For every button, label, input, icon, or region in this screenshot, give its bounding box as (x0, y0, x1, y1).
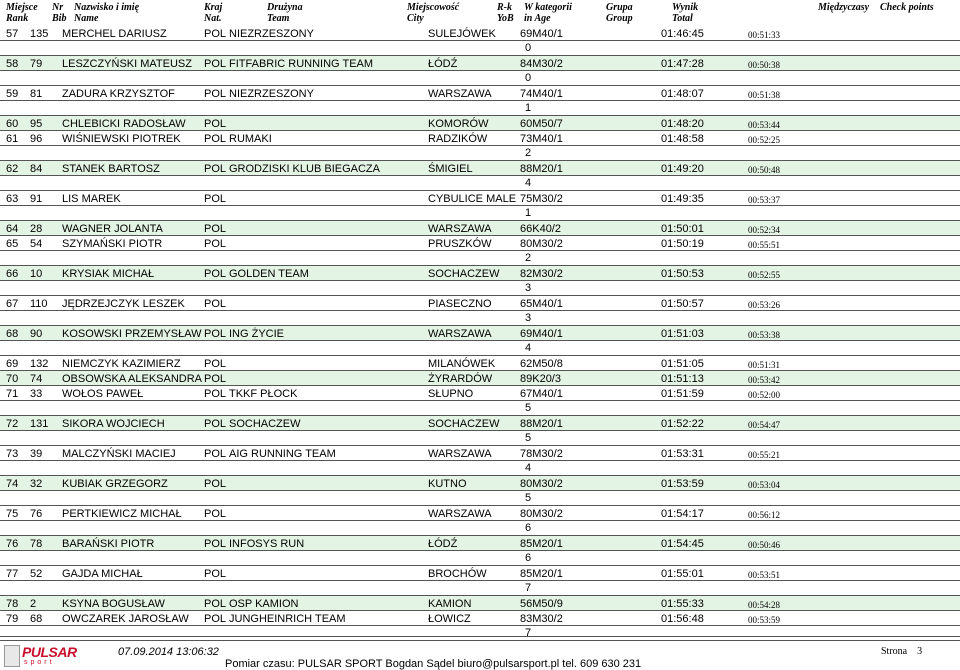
time-cell: 01:48:58 (661, 133, 704, 145)
city-cell: ŁOWICZ (428, 613, 471, 625)
nat-cell: POL (204, 448, 227, 460)
bib-cell: 28 (30, 223, 43, 235)
split-cell: 00:53:04 (748, 480, 781, 490)
table-row (0, 56, 960, 86)
bib-cell: 81 (30, 88, 43, 100)
table-row (0, 26, 960, 56)
split-cell: 00:53:44 (748, 120, 781, 130)
time-cell: 01:51:13 (661, 373, 704, 385)
split-cell: 00:54:47 (748, 420, 781, 430)
team-cell: ING ŻYCIE (229, 328, 285, 340)
time-cell: 01:48:20 (661, 118, 704, 130)
team-cell: TKKF PŁOCK (229, 388, 298, 400)
category-rank-cell: 1 (525, 102, 532, 114)
category-rank-cell: 2 (525, 147, 532, 159)
split-cell: 00:51:38 (748, 90, 781, 100)
split-cell: 00:53:26 (748, 300, 781, 310)
time-cell: 01:51:05 (661, 358, 704, 370)
time-cell: 01:50:53 (661, 268, 704, 280)
row-divider (0, 400, 960, 401)
category-rank-cell: 3 (525, 312, 532, 324)
time-cell: 01:50:57 (661, 298, 704, 310)
header-yob: R-k YoB (497, 2, 514, 24)
table-row (0, 131, 960, 161)
rank-cell: 58 (6, 58, 19, 70)
category-rank-cell: 7 (525, 582, 532, 594)
row-divider (0, 580, 960, 581)
rank-cell: 61 (6, 133, 19, 145)
category-rank-cell: 5 (525, 492, 532, 504)
name-cell: WOŁOS PAWEŁ (62, 388, 144, 400)
nat-cell: POL (204, 613, 227, 625)
time-cell: 01:52:22 (661, 418, 704, 430)
name-cell: MALCZYŃSKI MACIEJ (62, 448, 176, 460)
category-cell: 74M40/1 (520, 88, 563, 100)
rank-cell: 57 (6, 28, 19, 40)
name-cell: OBSOWSKA ALEKSANDRA (62, 373, 202, 385)
split-cell: 00:50:38 (748, 60, 781, 70)
name-cell: WAGNER JOLANTA (62, 223, 163, 235)
table-row (0, 266, 960, 296)
city-cell: MILANÓWEK (428, 358, 496, 370)
team-cell: RUMAKI (229, 133, 272, 145)
table-header (0, 0, 960, 26)
row-divider (0, 625, 960, 626)
nat-cell: POL (204, 328, 227, 340)
bib-cell: 95 (30, 118, 43, 130)
category-cell: 69M40/1 (520, 328, 563, 340)
header-team: Drużyna Team (267, 2, 303, 24)
team-cell: JUNGHEINRICH TEAM (229, 613, 346, 625)
city-cell: WARSZAWA (428, 223, 492, 235)
results-table (0, 26, 960, 641)
time-cell: 01:55:01 (661, 568, 704, 580)
name-cell: JĘDRZEJCZYK LESZEK (62, 298, 185, 310)
nat-cell: POL (204, 28, 227, 40)
nat-cell: POL (204, 538, 227, 550)
city-cell: SOCHACZEW (428, 418, 500, 430)
time-cell: 01:51:59 (661, 388, 704, 400)
table-row (0, 191, 960, 221)
nat-cell: POL (204, 118, 227, 130)
table-row (0, 296, 960, 326)
time-cell: 01:50:19 (661, 238, 704, 250)
split-cell: 00:52:25 (748, 135, 781, 145)
row-divider (0, 175, 960, 176)
category-cell: 85M20/1 (520, 568, 563, 580)
bib-cell: 135 (30, 28, 49, 40)
logo-mark-icon (4, 645, 20, 667)
rank-cell: 66 (6, 268, 19, 280)
rank-cell: 68 (6, 328, 19, 340)
city-cell: PIASECZNO (428, 298, 492, 310)
time-cell: 01:51:03 (661, 328, 704, 340)
category-cell: 80M30/2 (520, 508, 563, 520)
name-cell: LESZCZYŃSKI MATEUSZ (62, 58, 192, 70)
header-name: Nazwisko i imię Name (74, 2, 140, 24)
row-divider (0, 280, 960, 281)
city-cell: WARSZAWA (428, 328, 492, 340)
bib-cell: 131 (30, 418, 49, 430)
bib-cell: 96 (30, 133, 43, 145)
table-row (0, 386, 960, 416)
rank-cell: 62 (6, 163, 19, 175)
bib-cell: 132 (30, 358, 49, 370)
time-cell: 01:56:48 (661, 613, 704, 625)
name-cell: KSYNA BOGUSŁAW (62, 598, 165, 610)
table-row (0, 596, 960, 611)
nat-cell: POL (204, 373, 227, 385)
category-rank-cell: 2 (525, 252, 532, 264)
split-cell: 00:51:33 (748, 30, 781, 40)
city-cell: ŚMIGIEL (428, 163, 473, 175)
header-nat: Kraj Nat. (204, 2, 223, 24)
name-cell: CHLEBICKI RADOSŁAW (62, 118, 186, 130)
team-cell: NIEZRZESZONY (229, 28, 314, 40)
header-place: Miejsce Rank (6, 2, 38, 24)
city-cell: WARSZAWA (428, 88, 492, 100)
city-cell: WARSZAWA (428, 448, 492, 460)
bib-cell: 74 (30, 373, 43, 385)
split-cell: 00:52:34 (748, 225, 781, 235)
row-divider (0, 460, 960, 461)
category-cell: 88M20/1 (520, 418, 563, 430)
city-cell: BROCHÓW (428, 568, 487, 580)
name-cell: KUBIAK GRZEGORZ (62, 478, 168, 490)
rank-cell: 78 (6, 598, 19, 610)
split-cell: 00:54:28 (748, 600, 781, 610)
nat-cell: POL (204, 598, 227, 610)
bib-cell: 39 (30, 448, 43, 460)
bib-cell: 54 (30, 238, 43, 250)
team-cell: FITFABRIC RUNNING TEAM (229, 58, 374, 70)
name-cell: KRYSIAK MICHAŁ (62, 268, 155, 280)
city-cell: SULEJÓWEK (428, 28, 496, 40)
bib-cell: 68 (30, 613, 43, 625)
split-cell: 00:53:59 (748, 615, 781, 625)
bib-cell: 33 (30, 388, 43, 400)
name-cell: SZYMAŃSKI PIOTR (62, 238, 163, 250)
city-cell: KUTNO (428, 478, 467, 490)
city-cell: RADZIKÓW (428, 133, 488, 145)
category-cell: 82M30/2 (520, 268, 563, 280)
bib-cell: 110 (30, 298, 48, 310)
rank-cell: 76 (6, 538, 19, 550)
city-cell: SOCHACZEW (428, 268, 500, 280)
rank-cell: 60 (6, 118, 19, 130)
nat-cell: POL (204, 88, 227, 100)
rank-cell: 73 (6, 448, 19, 460)
row-divider (0, 490, 960, 491)
team-cell: GOLDEN TEAM (229, 268, 309, 280)
table-row (0, 356, 960, 371)
nat-cell: POL (204, 508, 227, 520)
bib-cell: 78 (30, 538, 43, 550)
time-cell: 01:49:35 (661, 193, 704, 205)
category-cell: 56M50/9 (520, 598, 563, 610)
city-cell: KOMORÓW (428, 118, 489, 130)
category-cell: 75M30/2 (520, 193, 563, 205)
row-divider (0, 100, 960, 101)
category-cell: 88M20/1 (520, 163, 563, 175)
time-cell: 01:54:17 (661, 508, 704, 520)
name-cell: KOSOWSKI PRZEMYSŁAW (62, 328, 202, 340)
time-cell: 01:47:28 (661, 58, 704, 70)
nat-cell: POL (204, 223, 227, 235)
row-divider (0, 250, 960, 251)
name-cell: OWCZAREK JAROSŁAW (62, 613, 189, 625)
nat-cell: POL (204, 478, 227, 490)
category-rank-cell: 6 (525, 522, 532, 534)
rank-cell: 74 (6, 478, 19, 490)
split-cell: 00:51:31 (748, 360, 781, 370)
table-row (0, 446, 960, 476)
bib-cell: 79 (30, 58, 43, 70)
row-divider (0, 40, 960, 41)
city-cell: PRUSZKÓW (428, 238, 492, 250)
split-cell: 00:50:48 (748, 165, 781, 175)
row-divider (0, 550, 960, 551)
rank-cell: 69 (6, 358, 19, 370)
table-row (0, 536, 960, 566)
footer-divider (0, 636, 960, 637)
rank-cell: 67 (6, 298, 19, 310)
bib-cell: 32 (30, 478, 43, 490)
name-cell: GAJDA MICHAŁ (62, 568, 143, 580)
category-cell: 66K40/2 (520, 223, 561, 235)
time-cell: 01:55:33 (661, 598, 704, 610)
time-cell: 01:53:31 (661, 448, 704, 460)
table-row (0, 326, 960, 356)
table-row (0, 236, 960, 266)
rank-cell: 59 (6, 88, 19, 100)
header-group: Grupa Group (606, 2, 633, 24)
category-cell: 67M40/1 (520, 388, 563, 400)
nat-cell: POL (204, 298, 227, 310)
category-cell: 60M50/7 (520, 118, 563, 130)
split-cell: 00:55:21 (748, 450, 781, 460)
timing-credit: Pomiar czasu: PULSAR SPORT Bogdan Sądel biuro@pulsarsport.pl tel. 609 630 231 (225, 658, 642, 670)
team-cell: SOCHACZEW (229, 418, 301, 430)
table-row (0, 476, 960, 506)
team-cell: AIG RUNNING TEAM (229, 448, 336, 460)
split-cell: 00:56:12 (748, 510, 781, 520)
logo-subtext: sport (24, 659, 55, 666)
nat-cell: POL (204, 163, 227, 175)
header-city: Miejscowość City (407, 2, 460, 24)
category-cell: 83M30/2 (520, 613, 563, 625)
rank-cell: 79 (6, 613, 19, 625)
logo-text: PULSAR (22, 644, 77, 660)
nat-cell: POL (204, 193, 227, 205)
bib-cell: 84 (30, 163, 43, 175)
category-cell: 80M30/2 (520, 478, 563, 490)
nat-cell: POL (204, 358, 227, 370)
header-category: W kategorii in Age (524, 2, 572, 24)
city-cell: CYBULICE MALE (428, 193, 517, 205)
bib-cell: 76 (30, 508, 43, 520)
time-cell: 01:49:20 (661, 163, 704, 175)
time-cell: 01:48:07 (661, 88, 704, 100)
city-cell: SŁUPNO (428, 388, 474, 400)
time-cell: 01:46:45 (661, 28, 704, 40)
table-row (0, 221, 960, 236)
nat-cell: POL (204, 388, 227, 400)
rank-cell: 64 (6, 223, 19, 235)
name-cell: NIEMCZYK KAZIMIERZ (62, 358, 181, 370)
header-splits: Międzyczasy (818, 2, 870, 13)
bib-cell: 91 (30, 193, 43, 205)
split-cell: 00:53:37 (748, 195, 781, 205)
split-cell: 00:52:55 (748, 270, 781, 280)
rank-cell: 70 (6, 373, 19, 385)
category-cell: 69M40/1 (520, 28, 563, 40)
table-row (0, 566, 960, 596)
nat-cell: POL (204, 58, 227, 70)
city-cell: ŻYRARDÓW (428, 373, 493, 385)
name-cell: LIS MAREK (62, 193, 121, 205)
page-footer (0, 636, 960, 670)
category-rank-cell: 3 (525, 282, 532, 294)
category-cell: 84M30/2 (520, 58, 563, 70)
name-cell: MERCHEL DARIUSZ (62, 28, 167, 40)
split-cell: 00:53:42 (748, 375, 781, 385)
table-row (0, 506, 960, 536)
row-divider (0, 310, 960, 311)
bib-cell: 2 (30, 598, 37, 610)
category-rank-cell: 4 (525, 342, 532, 354)
bib-cell: 90 (30, 328, 43, 340)
split-cell: 00:55:51 (748, 240, 781, 250)
category-cell: 80M30/2 (520, 238, 563, 250)
category-rank-cell: 0 (525, 72, 532, 84)
team-cell: NIEZRZESZONY (229, 88, 314, 100)
category-rank-cell: 0 (525, 42, 532, 54)
name-cell: SIKORA WOJCIECH (62, 418, 165, 430)
category-cell: 65M40/1 (520, 298, 563, 310)
nat-cell: POL (204, 238, 227, 250)
team-cell: OSP KAMION (229, 598, 299, 610)
row-divider (0, 430, 960, 431)
name-cell: ZADURA KRZYSZTOF (62, 88, 175, 100)
split-cell: 00:53:38 (748, 330, 781, 340)
row-divider (0, 145, 960, 146)
category-rank-cell: 7 (525, 627, 532, 639)
rank-cell: 77 (6, 568, 19, 580)
city-cell: ŁÓDŹ (428, 58, 458, 70)
team-cell: GRODZISKI KLUB BIEGACZA (229, 163, 380, 175)
table-row (0, 161, 960, 191)
rank-cell: 75 (6, 508, 19, 520)
print-date: 07.09.2014 13:06:32 (118, 646, 219, 658)
nat-cell: POL (204, 568, 227, 580)
rank-cell: 63 (6, 193, 19, 205)
category-rank-cell: 4 (525, 462, 532, 474)
row-divider (0, 70, 960, 71)
bib-cell: 10 (30, 268, 43, 280)
split-cell: 00:50:46 (748, 540, 781, 550)
table-row (0, 86, 960, 116)
name-cell: WIŚNIEWSKI PIOTREK (62, 133, 181, 145)
rank-cell: 65 (6, 238, 19, 250)
category-rank-cell: 4 (525, 177, 532, 189)
category-rank-cell: 5 (525, 432, 532, 444)
time-cell: 01:53:59 (661, 478, 704, 490)
row-divider (0, 340, 960, 341)
row-divider (0, 205, 960, 206)
row-divider (0, 520, 960, 521)
rank-cell: 72 (6, 418, 19, 430)
category-cell: 78M30/2 (520, 448, 563, 460)
table-row (0, 371, 960, 386)
category-rank-cell: 5 (525, 402, 532, 414)
category-cell: 89K20/3 (520, 373, 561, 385)
category-rank-cell: 6 (525, 552, 532, 564)
page-number: Strona 3 (881, 646, 923, 657)
city-cell: KAMION (428, 598, 472, 610)
header-result: Wynik Total (672, 2, 699, 24)
category-rank-cell: 1 (525, 207, 532, 219)
header-bib: Nr Bib (52, 2, 67, 24)
split-cell: 00:52:00 (748, 390, 781, 400)
table-row (0, 416, 960, 446)
category-cell: 73M40/1 (520, 133, 563, 145)
pulsar-logo (4, 644, 76, 668)
nat-cell: POL (204, 268, 227, 280)
bib-cell: 52 (30, 568, 43, 580)
name-cell: STANEK BARTOSZ (62, 163, 160, 175)
team-cell: INFOSYS RUN (229, 538, 305, 550)
split-cell: 00:53:51 (748, 570, 781, 580)
category-cell: 85M20/1 (520, 538, 563, 550)
rank-cell: 71 (6, 388, 19, 400)
name-cell: PERTKIEWICZ MICHAŁ (62, 508, 182, 520)
nat-cell: POL (204, 418, 227, 430)
city-cell: WARSZAWA (428, 508, 492, 520)
time-cell: 01:50:01 (661, 223, 704, 235)
time-cell: 01:54:45 (661, 538, 704, 550)
table-row (0, 116, 960, 131)
nat-cell: POL (204, 133, 227, 145)
category-cell: 62M50/8 (520, 358, 563, 370)
header-checkpoints: Check points (880, 2, 934, 13)
name-cell: BARAŃSKI PIOTR (62, 538, 155, 550)
city-cell: ŁÓDŹ (428, 538, 458, 550)
